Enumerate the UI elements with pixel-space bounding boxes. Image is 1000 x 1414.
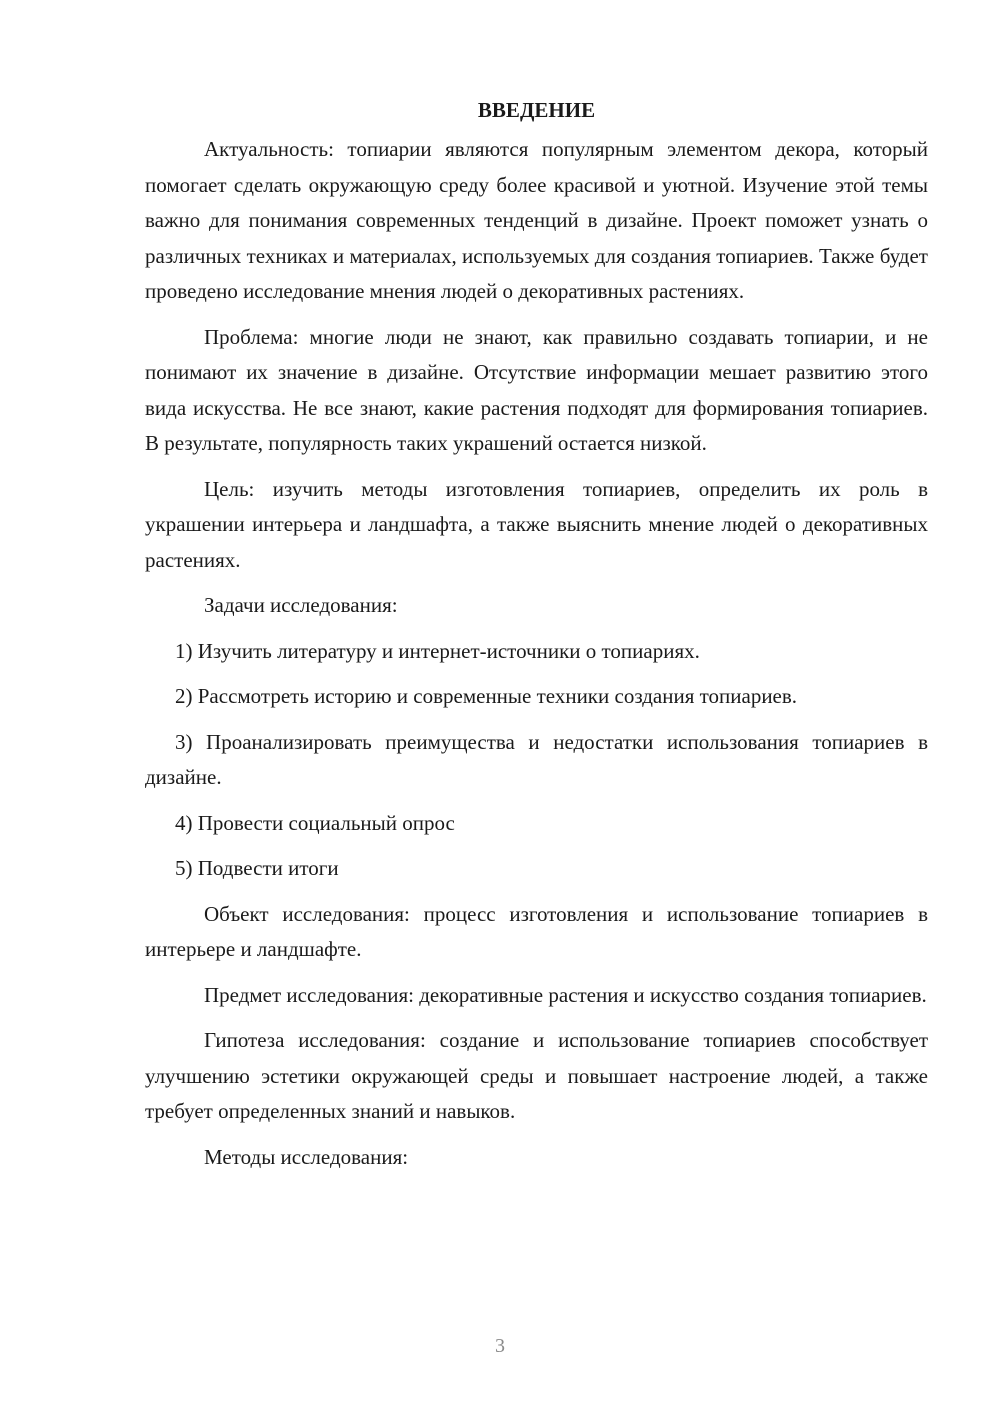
page-content [145,93,928,1185]
task-item-1: 1) Изучить литературу и интернет-источники о топиариях. [175,638,700,663]
page-title: ВВЕДЕНИЕ [477,98,596,122]
task-item-4: 4) Провести социальный опрос [175,810,455,835]
task-item-3: 3) Проанализировать преимущества и недостатки использования топиариев в дизайне. [145,729,928,789]
problem-paragraph: Проблема: многие люди не знают, как правильно создавать топиарии, и не понимают их значение в дизайне. Отсутствие информации мешает развитию этого вида искусства. Не все знают, какие растения подходят для формирования топиариев. В результате, популярность таких украшений остается низкой. [145,324,928,455]
task-item-5: 5) Подвести итоги [175,856,339,880]
relevance-paragraph: Актуальность: топиарии являются популярным элементом декора, который помогает сделать окружающую среду более красивой и уютной. Изучение этой темы важно для понимания современных тенденций в дизайне. Проект поможет узнать о различных техниках и материалах, используемых для создания топиариев. Также будет проведено исследование мнения людей о декоративных растениях. [145,137,928,303]
object-paragraph: Объект исследования: процесс изготовления и использование топиариев в интерьере и ландшафте. [145,901,928,961]
tasks-heading: Задачи исследования: [204,593,398,617]
hypothesis-paragraph: Гипотеза исследования: создание и использование топиариев способствует улучшению эстетики окружающей среды и повышает настроение людей, а также требует определенных знаний и навыков. [145,1028,928,1123]
goal-paragraph: Цель: изучить методы изготовления топиариев, определить их роль в украшении интерьера и ландшафта, а также выяснить мнение людей о декоративных растениях. [145,476,928,572]
methods-heading: Методы исследования: [204,1144,409,1169]
page-number: 3 [495,1335,505,1357]
task-item-2: 2) Рассмотреть историю и современные техники создания топиариев. [175,684,798,708]
subject-paragraph: Предмет исследования: декоративные растения и искусство создания топиариев. [204,982,927,1007]
